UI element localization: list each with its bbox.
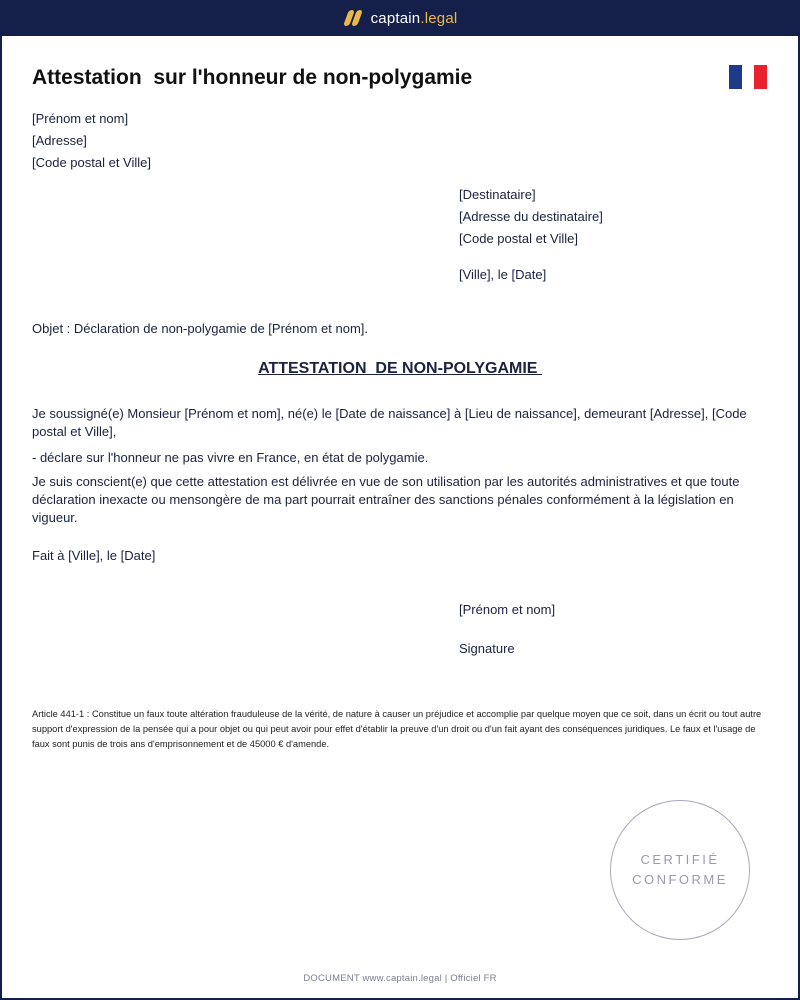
recipient-address: [459, 184, 603, 250]
sender-street: [Adresse]: [32, 133, 87, 148]
brand-name: [371, 10, 458, 27]
certified-stamp: [610, 800, 750, 940]
brand[interactable]: [343, 9, 458, 27]
signature-name: [Prénom et nom]: [459, 602, 556, 617]
sender-name: [Prénom et nom]: [32, 111, 129, 126]
stamp-line-1: CERTIFIÉ: [640, 852, 720, 867]
captain-legal-logo-icon: [343, 9, 363, 27]
document-footer: DOCUMENT www.captain.legal | Officiel FR: [303, 973, 497, 984]
awareness-paragraph: Je suis conscient(e) que cette attestation est délivrée en vue de son utilisation par les autorités administratives et que toute déclaration inexacte ou mensongère de ma part pourrait entraîner des sanctions pénales conformément à la législation en vigueur.: [32, 474, 740, 525]
sender-city: [Code postal et Ville]: [32, 155, 151, 170]
recipient-city: [Code postal et Ville]: [459, 231, 578, 246]
legal-notice: Article 441-1 : Constitue un faux toute altération frauduleuse de la vérité, de nature à causer un préjudice et accomplie par quelque moyen que ce soit, dans un écrit ou tout autre support d'expression de la pensée qui a pour objet ou qui peut avoir pour effet d'établir la preuve d'un droit ou d'un fait ayant des conséquences juridiques. Le faux et l'usage de faux sont punis de trois ans d'emprisonnement et de 45000 € d'amende.: [32, 709, 762, 749]
top-bar: [0, 0, 800, 36]
signature-label: Signature: [459, 641, 515, 656]
brand-name-main: captain: [370, 9, 421, 27]
brand-name-suffix: .legal: [420, 9, 458, 27]
document-sheet: [2, 36, 798, 998]
sender-address: [32, 108, 151, 174]
document-title: Attestation sur l'honneur de non-polygamie: [32, 66, 473, 89]
recipient-street: [Adresse du destinataire]: [459, 209, 603, 224]
recipient-name: [Destinataire]: [459, 187, 536, 202]
fait-a-line: Fait à [Ville], le [Date]: [32, 548, 156, 563]
stamp-line-2: CONFORME: [632, 872, 728, 887]
attestation-heading: ATTESTATION DE NON-POLYGAMIE: [258, 360, 542, 377]
french-flag-icon: [729, 65, 767, 89]
declarant-paragraph: Je soussigné(e) Monsieur [Prénom et nom], né(e) le [Date de naissance] à [Lieu de naissance], demeurant [Adresse], [Code postal et Ville],: [32, 406, 747, 439]
place-date: [Ville], le [Date]: [459, 267, 547, 282]
subject-line: Objet : Déclaration de non-polygamie de [Prénom et nom].: [32, 321, 369, 336]
declaration-paragraph: - déclare sur l'honneur ne pas vivre en France, en état de polygamie.: [32, 450, 429, 465]
